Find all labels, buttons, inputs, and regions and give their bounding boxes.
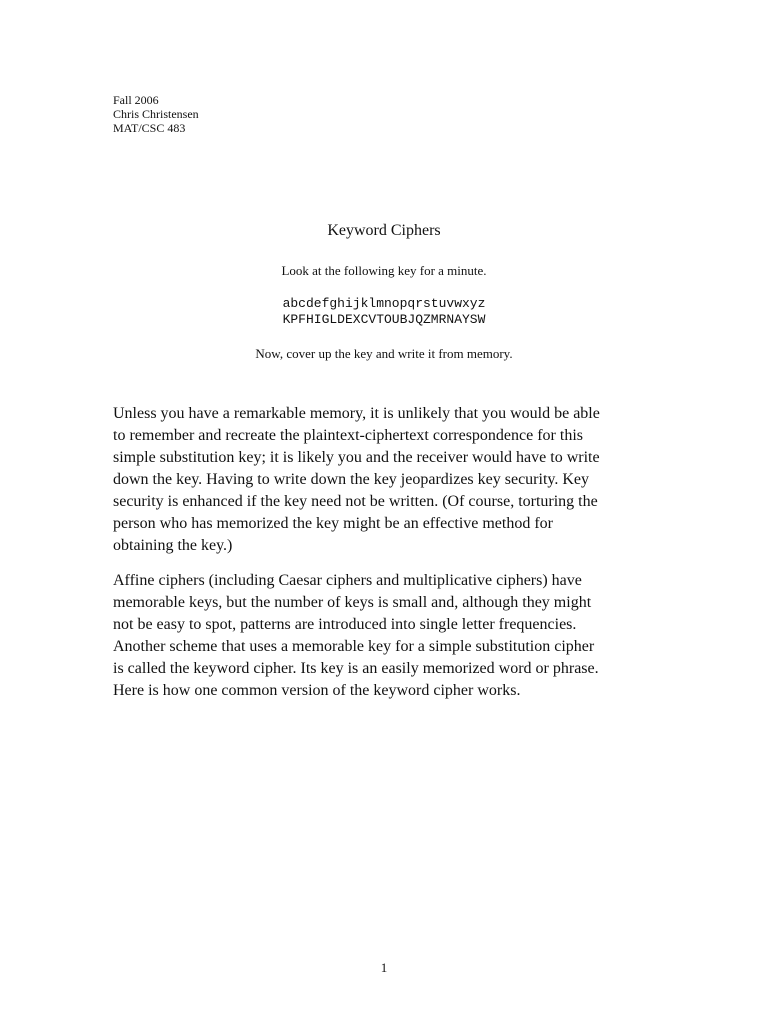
page-number: 1: [380, 960, 388, 975]
header-author: Chris Christensen: [113, 107, 199, 121]
paragraph-line: Affine ciphers (including Caesar ciphers and multiplicative ciphers) have: [113, 572, 582, 589]
substitution-key: [0, 296, 768, 328]
paragraph-line: simple substitution key; it is likely you and the receiver would have to write: [113, 449, 600, 466]
paragraph-memory: [113, 403, 658, 557]
header-term: Fall 2006: [113, 93, 159, 107]
paragraph-line: security is enhanced if the key need not be written. (Of course, torturing the: [113, 493, 598, 510]
instruction-look: Look at the following key for a minute.: [281, 263, 487, 278]
page-title: Keyword Ciphers: [327, 222, 441, 239]
header-course: MAT/CSC 483: [113, 121, 186, 135]
key-plaintext: abcdefghijklmnopqrstuvwxyz: [282, 296, 486, 311]
paragraph-line: Here is how one common version of the keyword cipher works.: [113, 682, 521, 699]
instruction-cover: Now, cover up the key and write it from memory.: [255, 346, 513, 361]
paragraph-affine: [113, 570, 658, 702]
paragraph-line: down the key. Having to write down the key jeopardizes key security. Key: [113, 471, 590, 488]
document-header: [113, 93, 199, 135]
paragraph-line: obtaining the key.): [113, 537, 233, 554]
paragraph-line: Unless you have a remarkable memory, it is unlikely that you would be able: [113, 405, 600, 422]
paragraph-line: person who has memorized the key might be an effective method for: [113, 515, 554, 532]
key-ciphertext: KPFHIGLDEXCVTOUBJQZMRNAYSW: [282, 312, 486, 327]
paragraph-line: is called the keyword cipher. Its key is an easily memorized word or phrase.: [113, 660, 599, 677]
paragraph-line: to remember and recreate the plaintext-ciphertext correspondence for this: [113, 427, 583, 444]
paragraph-line: Another scheme that uses a memorable key for a simple substitution cipher: [113, 638, 595, 655]
paragraph-line: memorable keys, but the number of keys is small and, although they might: [113, 594, 592, 611]
paragraph-line: not be easy to spot, patterns are introduced into single letter frequencies.: [113, 616, 577, 633]
